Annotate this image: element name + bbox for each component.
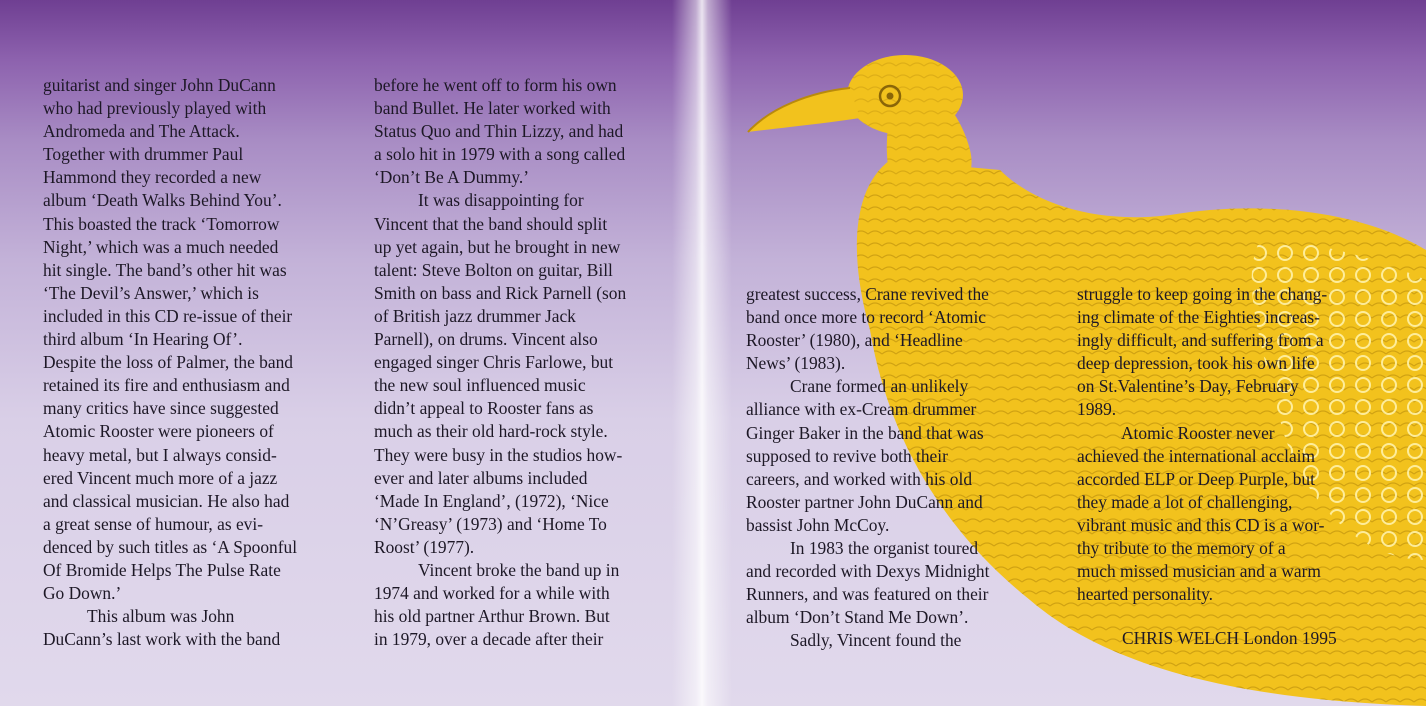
text-line: They were busy in the studios how- bbox=[374, 444, 623, 465]
text-line: In 1983 the organist toured bbox=[790, 538, 979, 559]
text-line: ‘N’Greasy’ (1973) and ‘Home To bbox=[374, 513, 607, 534]
text-line: album ‘Death Walks Behind You’. bbox=[43, 190, 282, 211]
text-line: Crane formed an unlikely bbox=[790, 376, 969, 397]
text-line: Vincent that the band should split bbox=[374, 213, 608, 234]
text-line: Hammond they recorded a new bbox=[43, 167, 262, 188]
text-line: ‘The Devil’s Answer,’ which is bbox=[43, 282, 259, 303]
text-line: retained its fire and enthusiasm and bbox=[43, 375, 290, 396]
text-line: ingly difficult, and suffering from a bbox=[1077, 330, 1324, 351]
text-line: much as their old hard-rock style. bbox=[374, 421, 608, 442]
text-line: a great sense of humour, as evi- bbox=[43, 513, 263, 534]
text-line: who had previously played with bbox=[43, 98, 267, 119]
text-line: engaged singer Chris Farlowe, but bbox=[374, 352, 614, 373]
text-column-3 bbox=[746, 283, 989, 653]
text-line: in 1979, over a decade after their bbox=[374, 629, 604, 650]
text-line: Sadly, Vincent found the bbox=[790, 630, 962, 651]
text-line: supposed to revive both their bbox=[746, 445, 948, 466]
text-line: Go Down.’ bbox=[43, 583, 122, 604]
text-line: ‘Made In England’, (1972), ‘Nice bbox=[374, 490, 609, 511]
text-line: Together with drummer Paul bbox=[43, 144, 244, 165]
text-line: and recorded with Dexys Midnight bbox=[746, 561, 990, 582]
text-line: achieved the international acclaim bbox=[1077, 445, 1316, 466]
text-line: they made a lot of challenging, bbox=[1077, 491, 1293, 512]
text-line: Andromeda and The Attack. bbox=[43, 121, 240, 142]
text-line: ing climate of the Eighties increas- bbox=[1077, 307, 1320, 328]
text-line: Runners, and was featured on their bbox=[746, 584, 989, 605]
text-line: Ginger Baker in the band that was bbox=[746, 422, 984, 443]
text-line: Night,’ which was a much needed bbox=[43, 236, 279, 257]
text-line: Rooster’ (1980), and ‘Headline bbox=[746, 330, 963, 351]
text-line: Status Quo and Thin Lizzy, and had bbox=[374, 121, 624, 142]
text-line: Atomic Rooster never bbox=[1121, 422, 1275, 443]
text-column-4 bbox=[1077, 283, 1327, 606]
text-line: on St.Valentine’s Day, February bbox=[1077, 376, 1299, 397]
text-line: vibrant music and this CD is a wor- bbox=[1077, 514, 1325, 535]
text-line: DuCann’s last work with the band bbox=[43, 629, 281, 650]
text-line: alliance with ex-Cream drummer bbox=[746, 399, 977, 420]
text-line: This album was John bbox=[87, 606, 235, 627]
text-line: before he went off to form his own bbox=[374, 75, 617, 95]
text-line: Parnell), on drums. Vincent also bbox=[374, 329, 598, 350]
text-line: 1974 and worked for a while with bbox=[374, 583, 610, 604]
text-line: Rooster partner John DuCann and bbox=[746, 491, 983, 512]
text-line: much missed musician and a warm bbox=[1077, 561, 1321, 582]
text-line: 1989. bbox=[1077, 399, 1117, 420]
text-line: Atomic Rooster were pioneers of bbox=[43, 421, 274, 442]
text-line: ‘Don’t Be A Dummy.’ bbox=[374, 167, 530, 188]
text-line: and classical musician. He also had bbox=[43, 490, 290, 511]
text-line: of British jazz drummer Jack bbox=[374, 305, 576, 326]
text-line: third album ‘In Hearing Of’. bbox=[43, 329, 243, 350]
text-line: Vincent broke the band up in bbox=[418, 559, 620, 580]
text-line: Despite the loss of Palmer, the band bbox=[43, 352, 293, 373]
text-line: careers, and worked with his old bbox=[746, 468, 973, 489]
text-line: ered Vincent much more of a jazz bbox=[43, 467, 278, 488]
text-line: greatest success, Crane revived the bbox=[746, 284, 989, 304]
text-line: Roost’ (1977). bbox=[374, 536, 475, 557]
text-column-1 bbox=[43, 74, 297, 651]
text-line: News’ (1983). bbox=[746, 353, 846, 374]
text-line: Of Bromide Helps The Pulse Rate bbox=[43, 559, 281, 580]
text-line: up yet again, but he brought in new bbox=[374, 236, 621, 257]
text-line: the new soul influenced music bbox=[374, 375, 586, 396]
text-line: band Bullet. He later worked with bbox=[374, 98, 611, 119]
author-credit: CHRIS WELCH London 1995 bbox=[1122, 628, 1337, 648]
text-line: struggle to keep going in the chang- bbox=[1077, 284, 1328, 304]
text-line: accorded ELP or Deep Purple, but bbox=[1077, 468, 1315, 489]
text-line: his old partner Arthur Brown. But bbox=[374, 606, 610, 627]
text-line: album ‘Don’t Stand Me Down’. bbox=[746, 607, 969, 628]
text-line: many critics have since suggested bbox=[43, 398, 279, 419]
text-line: heavy metal, but I always consid- bbox=[43, 444, 277, 465]
text-line: Smith on bass and Rick Parnell (son bbox=[374, 282, 627, 303]
text-line: This boasted the track ‘Tomorrow bbox=[43, 213, 280, 234]
text-line: band once more to record ‘Atomic bbox=[746, 307, 986, 328]
text-line: talent: Steve Bolton on guitar, Bill bbox=[374, 259, 613, 280]
text-line: hit single. The band’s other hit was bbox=[43, 259, 287, 280]
text-line: thy tribute to the memory of a bbox=[1077, 538, 1286, 559]
text-line: guitarist and singer John DuCann bbox=[43, 75, 276, 95]
text-line: It was disappointing for bbox=[418, 190, 584, 211]
text-line: deep depression, took his own life bbox=[1077, 353, 1315, 374]
text-line: ever and later albums included bbox=[374, 467, 588, 488]
text-line: hearted personality. bbox=[1077, 584, 1214, 605]
text-line: included in this CD re-issue of their bbox=[43, 305, 293, 326]
text-line: denced by such titles as ‘A Spoonful bbox=[43, 536, 298, 557]
text-column-2 bbox=[374, 74, 626, 651]
text-line: bassist John McCoy. bbox=[746, 514, 890, 535]
text-line: a solo hit in 1979 with a song called bbox=[374, 144, 626, 165]
text-line: didn’t appeal to Rooster fans as bbox=[374, 398, 594, 419]
